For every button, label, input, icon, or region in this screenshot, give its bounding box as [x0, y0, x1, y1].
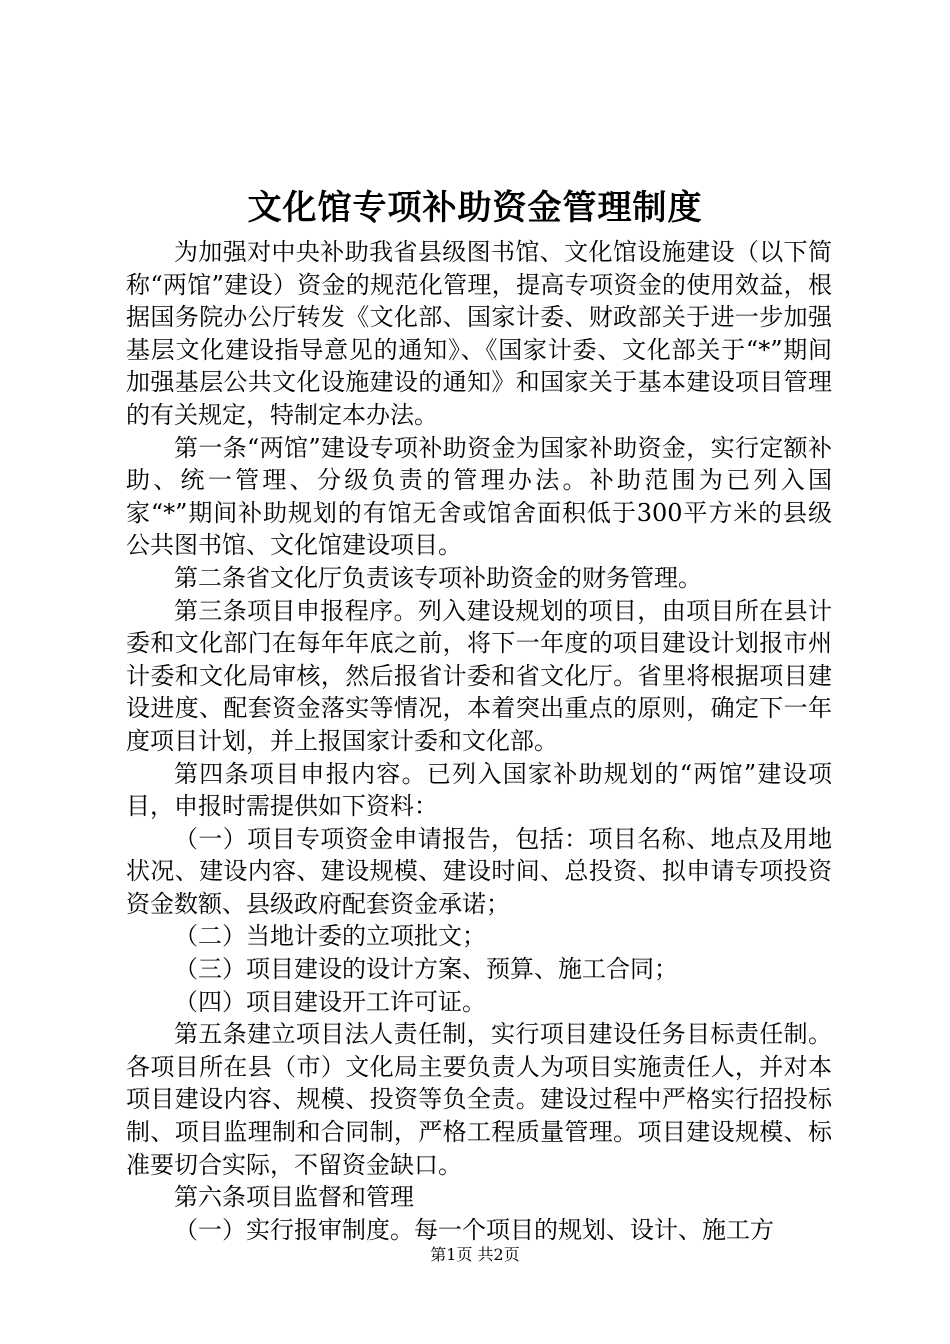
paragraph-article-4-item-2: （二）当地计委的立项批文； — [174, 922, 486, 951]
paragraph-article-4: 第四条项目申报内容。已列入国家补助规划的“两馆”建设项目，申报时需提供如下资料： — [126, 759, 832, 821]
paragraph-article-3: 第三条项目申报程序。列入建设规划的项目，由项目所在县计委和文化部门在每年年底之前，将下一年度的项目建设计划报市州计委和文化局审核，然后报省计委和省文化厅。省里将根据项目建设进度、配套资金落实等情况，本着突出重点的原则，确定下一年度项目计划，并上报国家计委和文化部。 — [126, 596, 832, 755]
paragraph-article-5: 第五条建立项目法人责任制，实行项目建设任务目标责任制。各项目所在县（市）文化局主要负责人为项目实施责任人，并对本项目建设内容、规模、投资等负全责。建设过程中严格实行招投标制、项目监理制和合同制，严格工程质量管理。项目建设规模、标准要切合实际，不留资金缺口。 — [126, 1020, 832, 1179]
paragraph-article-4-item-4: （四）项目建设开工许可证。 — [174, 987, 486, 1016]
document-title: 文化馆专项补助资金管理制度 — [247, 188, 703, 228]
paragraph-article-2: 第二条省文化厅负责该专项补助资金的财务管理。 — [174, 563, 702, 592]
paragraph-article-4-item-1: （一）项目专项资金申请报告，包括：项目名称、地点及用地状况、建设内容、建设规模、建设时间、总投资、拟申请专项投资资金数额、县级政府配套资金承诺； — [126, 824, 832, 918]
paragraph-article-6-item-1: （一）实行报审制度。每一个项目的规划、设计、施工方 — [174, 1215, 774, 1244]
page-number-footer: 第1页 共2页 — [430, 1245, 520, 1264]
paragraph-intro: 为加强对中央补助我省县级图书馆、文化馆设施建设（以下简称“两馆”建设）资金的规范化管理，提高专项资金的使用效益，根据国务院办公厅转发《文化部、国家计委、财政部关于进一步加强基层文化建设指导意见的通知》、《国家计委、文化部关于“*”期间加强基层公共文化设施建设的通知》和国家关于基本建设项目管理的有关规定，特制定本办法。 — [126, 238, 832, 429]
paragraph-article-4-item-3: （三）项目建设的设计方案、预算、施工合同； — [174, 955, 678, 984]
paragraph-article-1: 第一条“两馆”建设专项补助资金为国家补助资金，实行定额补助、统一管理、分级负责的管理办法。补助范围为已列入国家“*”期间补助规划的有馆无舍或馆舍面积低于300平方米的县级公共图书馆、文化馆建设项目。 — [126, 433, 832, 560]
paragraph-article-6: 第六条项目监督和管理 — [174, 1183, 414, 1212]
document-body — [126, 236, 832, 1246]
